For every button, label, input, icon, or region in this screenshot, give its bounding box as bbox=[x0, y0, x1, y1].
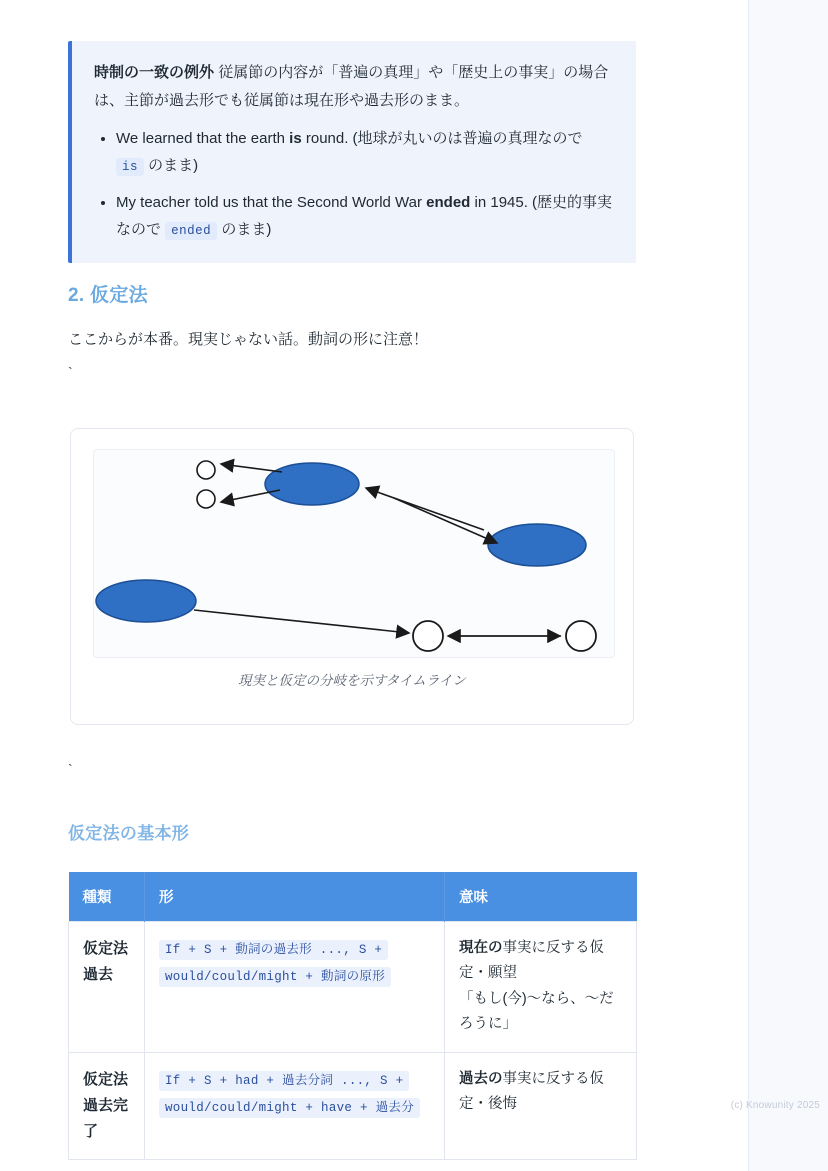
edge-arrow bbox=[194, 610, 409, 633]
example-after: round. (地球が丸いのは普遍の真理なので bbox=[301, 129, 583, 147]
column-header-form: 形 bbox=[145, 872, 445, 922]
code-line: If + S + had + 過去分詞 ..., S + bbox=[159, 1071, 409, 1091]
table-row bbox=[69, 1052, 637, 1160]
watermark: (c) Knowunity 2025 bbox=[730, 1100, 820, 1111]
column-header-kind: 種類 bbox=[69, 872, 145, 922]
callout-body: 従属節の内容が「普遍の真理」や「歴史上の事実」の場合は、主節が過去形でも従属節は現在形や過去形のまま。 bbox=[94, 64, 609, 109]
list-item bbox=[116, 125, 614, 179]
subsection-title: 仮定法の基本形 bbox=[68, 824, 190, 843]
section-title: 2. 仮定法 bbox=[68, 285, 148, 306]
code-line: If + S + 動詞の過去形 ..., S + bbox=[159, 940, 388, 960]
example-tail: のまま) bbox=[217, 220, 272, 238]
cell-meaning bbox=[445, 922, 637, 1053]
right-rail bbox=[748, 0, 828, 1171]
node-circle-open bbox=[566, 621, 596, 651]
tick-mark-bottom: ` bbox=[68, 761, 73, 777]
timeline-diagram bbox=[94, 450, 614, 657]
example-after: in 1945. (歴史的事実なので bbox=[116, 193, 613, 238]
section-lead: ここからが本番。現実じゃない話。動詞の形に注意！ bbox=[68, 331, 429, 348]
cell-form bbox=[145, 1052, 445, 1160]
edge-arrow bbox=[394, 498, 497, 543]
callout-title: 時制の一致の例外 bbox=[94, 64, 215, 81]
cell-meaning bbox=[445, 1052, 637, 1160]
example-before: We learned that the earth bbox=[116, 129, 290, 147]
timeline-figure bbox=[70, 428, 634, 725]
example-before: My teacher told us that the Second World War bbox=[116, 193, 427, 211]
cell-form bbox=[145, 922, 445, 1053]
edge-arrow bbox=[366, 488, 484, 530]
code-line: would/could/might + have + 過去分 bbox=[159, 1098, 420, 1118]
meaning-rest: 事実に反する仮定・願望 bbox=[459, 940, 604, 982]
node-ellipse-filled bbox=[96, 580, 196, 622]
tick-mark-top: ` bbox=[68, 364, 73, 380]
example-bold: is bbox=[289, 129, 302, 147]
column-header-meaning: 意味 bbox=[445, 872, 637, 922]
example-tail: のまま) bbox=[144, 156, 199, 174]
meaning-bold: 過去の bbox=[459, 1070, 503, 1087]
node-ellipse-filled bbox=[488, 524, 586, 566]
inline-code: ended bbox=[165, 222, 217, 240]
node-circle-open bbox=[197, 490, 215, 508]
figure-canvas bbox=[93, 449, 615, 658]
callout-paragraph bbox=[94, 59, 614, 115]
node-circle-open bbox=[197, 461, 215, 479]
node-circle-open bbox=[413, 621, 443, 651]
cell-kind: 仮定法過去完了 bbox=[69, 1052, 145, 1160]
exception-callout bbox=[68, 41, 636, 263]
edge-arrow bbox=[221, 490, 280, 502]
callout-list bbox=[94, 125, 614, 243]
table-row bbox=[69, 922, 637, 1053]
node-ellipse-filled bbox=[265, 463, 359, 505]
meaning-second-line: 「もし(今)〜なら、〜だろうに」 bbox=[459, 990, 614, 1033]
table-header-row bbox=[69, 872, 637, 922]
code-line: would/could/might + 動詞の原形 bbox=[159, 967, 391, 987]
meaning-rest: 事実に反する仮定・後悔 bbox=[459, 1070, 604, 1112]
list-item bbox=[116, 189, 614, 243]
cell-kind: 仮定法過去 bbox=[69, 922, 145, 1053]
edge-arrow bbox=[221, 464, 282, 472]
meaning-bold: 現在の bbox=[459, 940, 503, 956]
inline-code: is bbox=[116, 158, 144, 176]
figure-caption: 現実と仮定の分岐を示すタイムライン bbox=[238, 673, 466, 688]
example-bold: ended bbox=[426, 193, 471, 211]
basic-forms-table bbox=[68, 872, 637, 1160]
